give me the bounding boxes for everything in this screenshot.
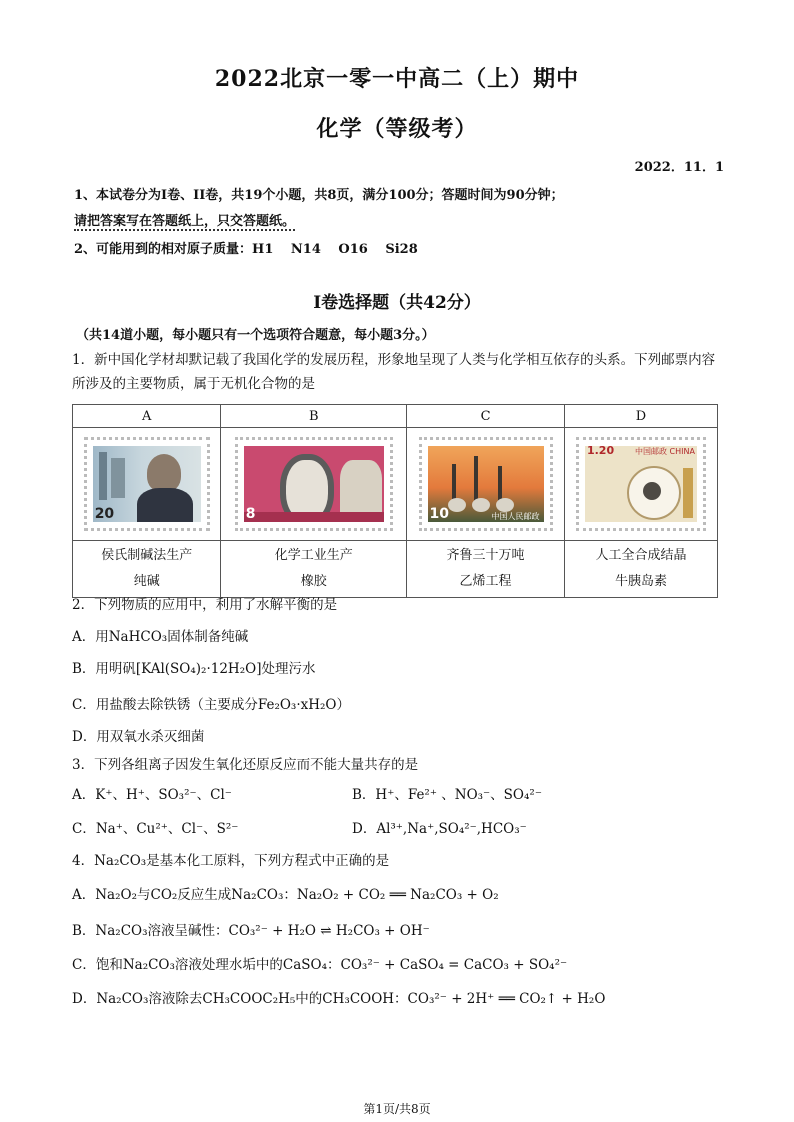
q4-option-b: B．Na₂CO₃溶液呈碱性：CO₃²⁻ + H₂O ⇌ H₂CO₃ + OH⁻	[72, 923, 430, 939]
q1-label-a	[73, 541, 221, 598]
q1-label-d	[564, 541, 717, 598]
q4-option-d: D．Na₂CO₃溶液除去CH₃COOC₂H₅中的CH₃COOH：CO₃²⁻ + 2H⁺ ══ CO₂↑ + H₂O	[72, 991, 606, 1007]
q3-option-c: C．Na⁺、Cu²⁺、Cl⁻、S²⁻	[72, 821, 239, 837]
q1-label-b-line1: 化学工业生产	[274, 548, 353, 563]
section-description: （共14道小题，每小题只有一个选项符合题意，每小题3分。）	[76, 328, 435, 343]
q1-stem: 1．新中国化学材却默记载了我国化学的发展历程，形象地呈现了人类与化学相互依存的头系。下列邮票内容所涉及的主要物质，属于无机化合物的是	[72, 352, 716, 392]
q4-option-a: A．Na₂O₂与CO₂反应生成Na₂CO₃：Na₂O₂ + CO₂ ══ Na₂CO₃ + O₂	[72, 887, 499, 903]
q2-stem: 2．下列物质的应用中，利用了水解平衡的是	[72, 597, 338, 613]
q2-option-a: A．用NaHCO₃固体制备纯碱	[72, 629, 249, 645]
exam-date: 2022．11．1	[634, 160, 724, 175]
q1-header-d: D	[564, 405, 717, 428]
q1-label-b-line2: 橡胶	[300, 574, 327, 589]
q1-label-c	[407, 541, 565, 598]
exam-title: 2022北京一零一中高二（上）期中	[214, 66, 580, 92]
stamp-b-value: 8	[245, 506, 256, 522]
q1-label-d-line2: 牛胰岛素	[614, 574, 667, 589]
q3-stem: 3．下列各组离子因发生氧化还原反应而不能大量共存的是	[72, 757, 419, 773]
q1-cell-a	[73, 428, 221, 541]
q1-label-a-line2: 纯碱	[133, 574, 160, 589]
instruction-1: 1、本试卷分为I卷、II卷，共19个小题，共8页，满分100分；答题时间为90分钟；	[74, 188, 564, 203]
q1-label-a-line1: 侯氏制碱法生产	[101, 548, 193, 563]
q3-option-d: D．Al³⁺,Na⁺,SO₄²⁻,HCO₃⁻	[352, 821, 527, 837]
q1-cell-b	[221, 428, 407, 541]
q2-option-d: D．用双氧水杀灭细菌	[72, 729, 205, 745]
q3-option-b: B．H⁺、Fe²⁺ 、NO₃⁻、SO₄²⁻	[352, 787, 542, 803]
stamp-a-image	[84, 437, 210, 531]
stamp-d-value: 1.20	[586, 444, 615, 457]
stamp-c-image	[419, 437, 553, 531]
section-title: I卷选择题（共42分）	[313, 293, 481, 313]
q1-label-c-line2: 乙烯工程	[459, 574, 512, 589]
q1-cell-d	[564, 428, 717, 541]
q1-label-b	[221, 541, 407, 598]
instruction-1b-text: 请把答案写在答题纸上，只交答题纸。	[74, 214, 296, 229]
q1-label-d-line1: 人工全合成结晶	[595, 548, 687, 563]
q2-option-b: B．用明矾[KAl(SO₄)₂·12H₂O]处理污水	[72, 661, 316, 677]
stamp-d-image	[576, 437, 706, 531]
exam-subtitle: 化学（等级考）	[316, 116, 478, 142]
q1-header-a: A	[73, 405, 221, 428]
page-footer: 第1页/共8页	[363, 1102, 431, 1116]
instruction-2: 2、可能用到的相对原子质量：H1 N14 O16 Si28	[74, 242, 418, 257]
q1-cell-c	[407, 428, 565, 541]
stamp-a-value: 20	[94, 506, 115, 522]
stamp-d-caption: 中国邮政 CHINA	[634, 447, 695, 456]
q1-header-c: C	[407, 405, 565, 428]
q2-option-c: C．用盐酸去除铁锈（主要成分Fe₂O₃·xH₂O）	[72, 697, 350, 713]
q3-option-a: A．K⁺、H⁺、SO₃²⁻、Cl⁻	[72, 787, 232, 803]
q4-stem: 4．Na₂CO₃是基本化工原料，下列方程式中正确的是	[72, 853, 390, 869]
q1-header-b: B	[221, 405, 407, 428]
stamp-c-caption: 中国人民邮政	[491, 512, 540, 521]
q4-option-c: C．饱和Na₂CO₃溶液处理水垢中的CaSO₄：CO₃²⁻ + CaSO₄ = CaCO₃ + SO₄²⁻	[72, 957, 568, 973]
stamp-b-image	[235, 437, 393, 531]
q1-stamp-table	[72, 404, 718, 598]
q1-label-c-line1: 齐鲁三十万吨	[446, 548, 525, 563]
stamp-c-value: 10	[429, 506, 450, 522]
instruction-1b	[74, 210, 295, 229]
